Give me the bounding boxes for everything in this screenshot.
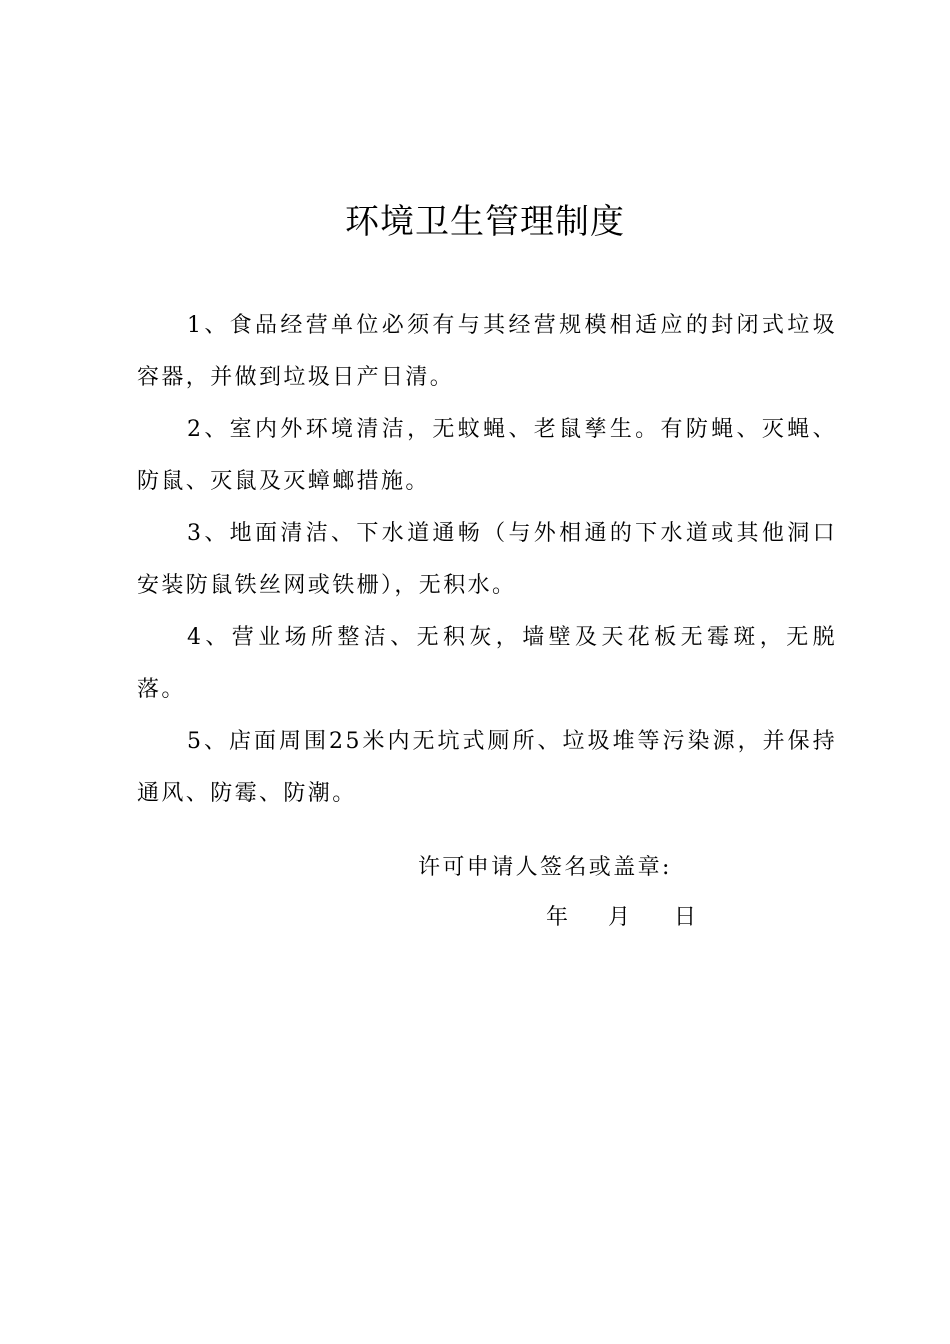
signature-label: 许可申请人签名或盖章: (418, 855, 672, 880)
date-line (546, 896, 696, 940)
date-day-label: 日 (674, 905, 697, 930)
regulation-item-5: 5、店面周围25米内无坑式厕所、垃圾堆等污染源，并保持通风、防霉、防潮。 (137, 729, 837, 806)
regulation-item-1: 1、食品经营单位必须有与其经营规模相适应的封闭式垃圾容器，并做到垃圾日产日清。 (137, 313, 837, 390)
regulation-item-2: 2、室内外环境清洁，无蚊蝇、老鼠孳生。有防蝇、灭蝇、防鼠、灭鼠及灭蟑螂措施。 (137, 417, 837, 494)
date-month-label: 月 (608, 905, 631, 930)
date-year-label: 年 (546, 905, 569, 930)
document-title: 环境卫生管理制度 (345, 202, 625, 242)
regulation-body (137, 300, 837, 820)
regulation-item-3: 3、地面清洁、下水道通畅（与外相通的下水道或其他洞口安装防鼠铁丝网或铁栅），无积水。 (137, 521, 837, 598)
regulation-item-4: 4、营业场所整洁、无积灰，墙壁及天花板无霉斑，无脱落。 (137, 625, 837, 702)
